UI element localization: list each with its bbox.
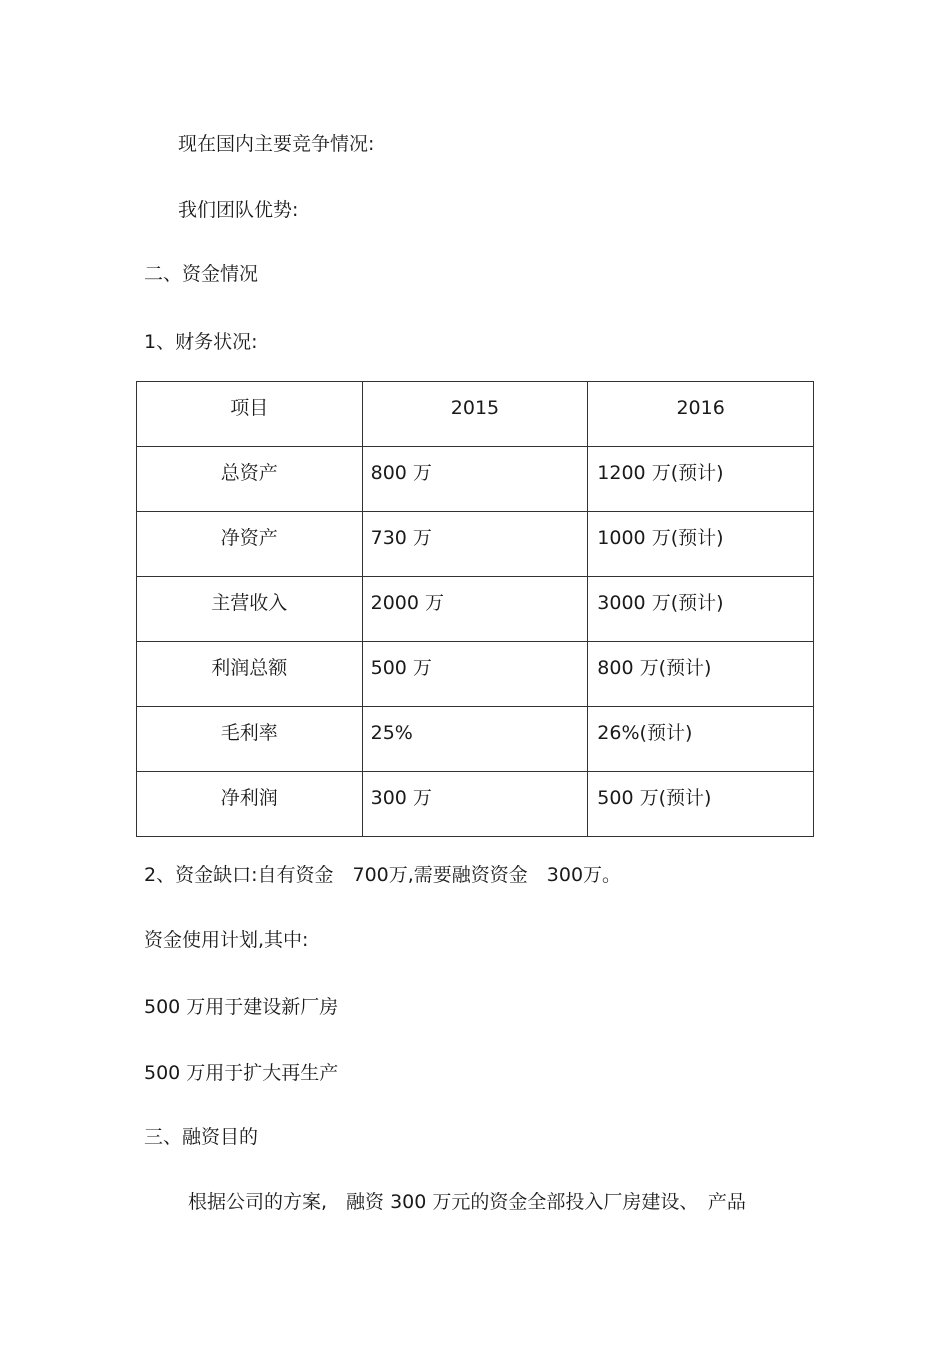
table-cell: [588, 642, 814, 707]
usage-plan-line: 资金使用计划,其中:: [144, 929, 309, 951]
row-label: 总资产: [220, 462, 278, 484]
financial-table: [136, 381, 814, 837]
table-header-row: [137, 382, 814, 447]
table-row: [137, 707, 814, 772]
section3-heading: 三、融资目的: [144, 1126, 259, 1148]
table-cell: [137, 707, 363, 772]
funding-gap-line: 2、资金缺口:自有资金 700万,需要融资资金 300万。: [144, 864, 622, 886]
table-cell: [137, 642, 363, 707]
finance-heading: 1、财务状况:: [144, 331, 258, 353]
header-year-2016: 2016: [676, 397, 725, 419]
value-2015: 500 万: [370, 657, 432, 679]
table-cell: [588, 707, 814, 772]
table-cell: [588, 447, 814, 512]
row-label: 利润总额: [211, 657, 288, 679]
usage-item-expansion: 500 万用于扩大再生产: [144, 1062, 339, 1084]
row-label: 净利润: [220, 787, 278, 809]
value-2016: 500 万(预计): [597, 787, 712, 809]
value-2016: 26%(预计): [597, 722, 693, 744]
value-2015: 730 万: [370, 527, 432, 549]
table-cell: [588, 577, 814, 642]
header-item-label: 项目: [230, 397, 269, 419]
purpose-paragraph: 根据公司的方案, 融资 300 万元的资金全部投入厂房建设、 产品: [188, 1191, 746, 1213]
table-row: [137, 512, 814, 577]
table-cell: [362, 577, 588, 642]
table-cell: [137, 512, 363, 577]
value-2015: 800 万: [370, 462, 432, 484]
value-2015: 2000 万: [370, 592, 445, 614]
table-row: [137, 772, 814, 837]
value-2016: 800 万(预计): [597, 657, 712, 679]
competition-line: 现在国内主要竞争情况:: [178, 133, 375, 155]
team-advantage-line: 我们团队优势:: [178, 199, 299, 221]
table-cell: [137, 772, 363, 837]
table-cell: [362, 772, 588, 837]
row-label: 毛利率: [220, 722, 278, 744]
header-year-2015: 2015: [450, 397, 500, 419]
value-2016: 1200 万(预计): [597, 462, 724, 484]
table-header-cell: [137, 382, 363, 447]
usage-item-factory: 500 万用于建设新厂房: [144, 996, 339, 1018]
value-2016: 3000 万(预计): [597, 592, 724, 614]
section2-heading: 二、资金情况: [144, 263, 259, 285]
table-header-cell: [362, 382, 588, 447]
table-cell: [137, 447, 363, 512]
table-cell: [588, 512, 814, 577]
value-2016: 1000 万(预计): [597, 527, 724, 549]
table-row: [137, 447, 814, 512]
table-cell: [362, 642, 588, 707]
table-cell: [137, 577, 363, 642]
row-label: 主营收入: [211, 592, 288, 614]
row-label: 净资产: [220, 527, 278, 549]
table-cell: [362, 512, 588, 577]
table-row: [137, 577, 814, 642]
table-header-cell: [588, 382, 814, 447]
table-cell: [362, 447, 588, 512]
table-cell: [362, 707, 588, 772]
table-cell: [588, 772, 814, 837]
table-row: [137, 642, 814, 707]
value-2015: 300 万: [370, 787, 432, 809]
value-2015: 25%: [370, 722, 413, 744]
